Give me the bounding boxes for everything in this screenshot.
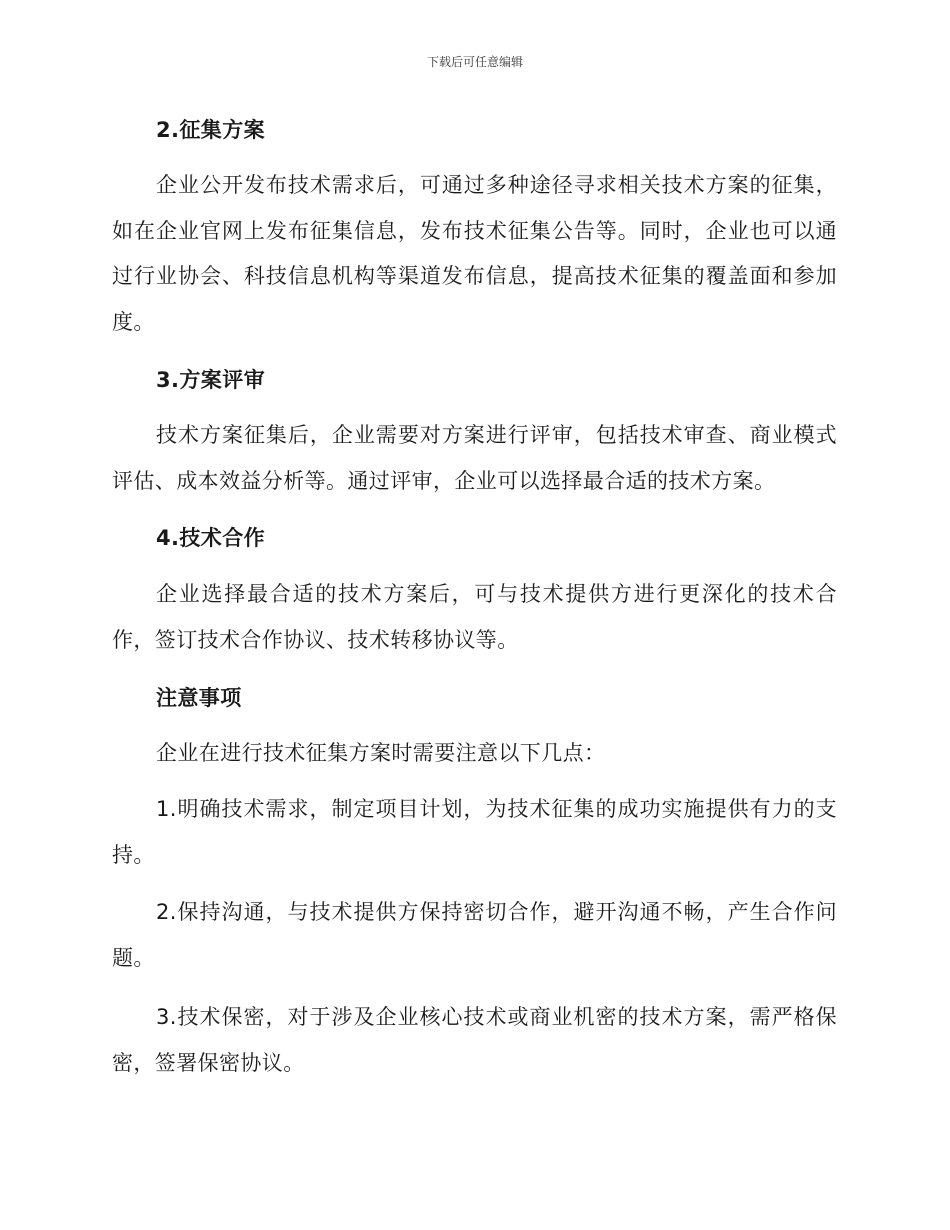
section-heading-plan-review: 3.方案评审: [156, 368, 265, 392]
section-heading-notes: 注意事项: [156, 686, 242, 710]
page-header: 下载后可任意编辑: [426, 55, 523, 69]
paragraph-tech-cooperation: 企业选择最合适的技术方案后，可与技术提供方进行更深化的技术合作，签订技术合作协议、技术转移协议等。: [112, 582, 837, 652]
list-item-note-3: 3.技术保密，对于涉及企业核心技术或商业机密的技术方案，需严格保密，签署保密协议。: [112, 1005, 837, 1075]
list-item-note-1: 1.明确技术需求，制定项目计划，为技术征集的成功实施提供有力的支持。: [112, 797, 837, 867]
paragraph-collection-plan: 企业公开发布技术需求后，可通过多种途径寻求相关技术方案的征集，如在企业官网上发布征集信息，发布技术征集公告等。同时，企业也可以通过行业协会、科技信息机构等渠道发布信息，提高技术征集的覆盖面和参加度。: [112, 173, 837, 334]
section-heading-tech-cooperation: 4.技术合作: [156, 526, 265, 550]
paragraph-notes-intro: 企业在进行技术征集方案时需要注意以下几点：: [156, 741, 606, 765]
section-heading-collection-plan: 2.征集方案: [156, 118, 265, 142]
list-item-note-2: 2.保持沟通，与技术提供方保持密切合作，避开沟通不畅，产生合作问题。: [112, 900, 837, 970]
paragraph-plan-review: 技术方案征集后，企业需要对方案进行评审，包括技术审查、商业模式评估、成本效益分析等。通过评审，企业可以选择最合适的技术方案。: [112, 423, 837, 493]
